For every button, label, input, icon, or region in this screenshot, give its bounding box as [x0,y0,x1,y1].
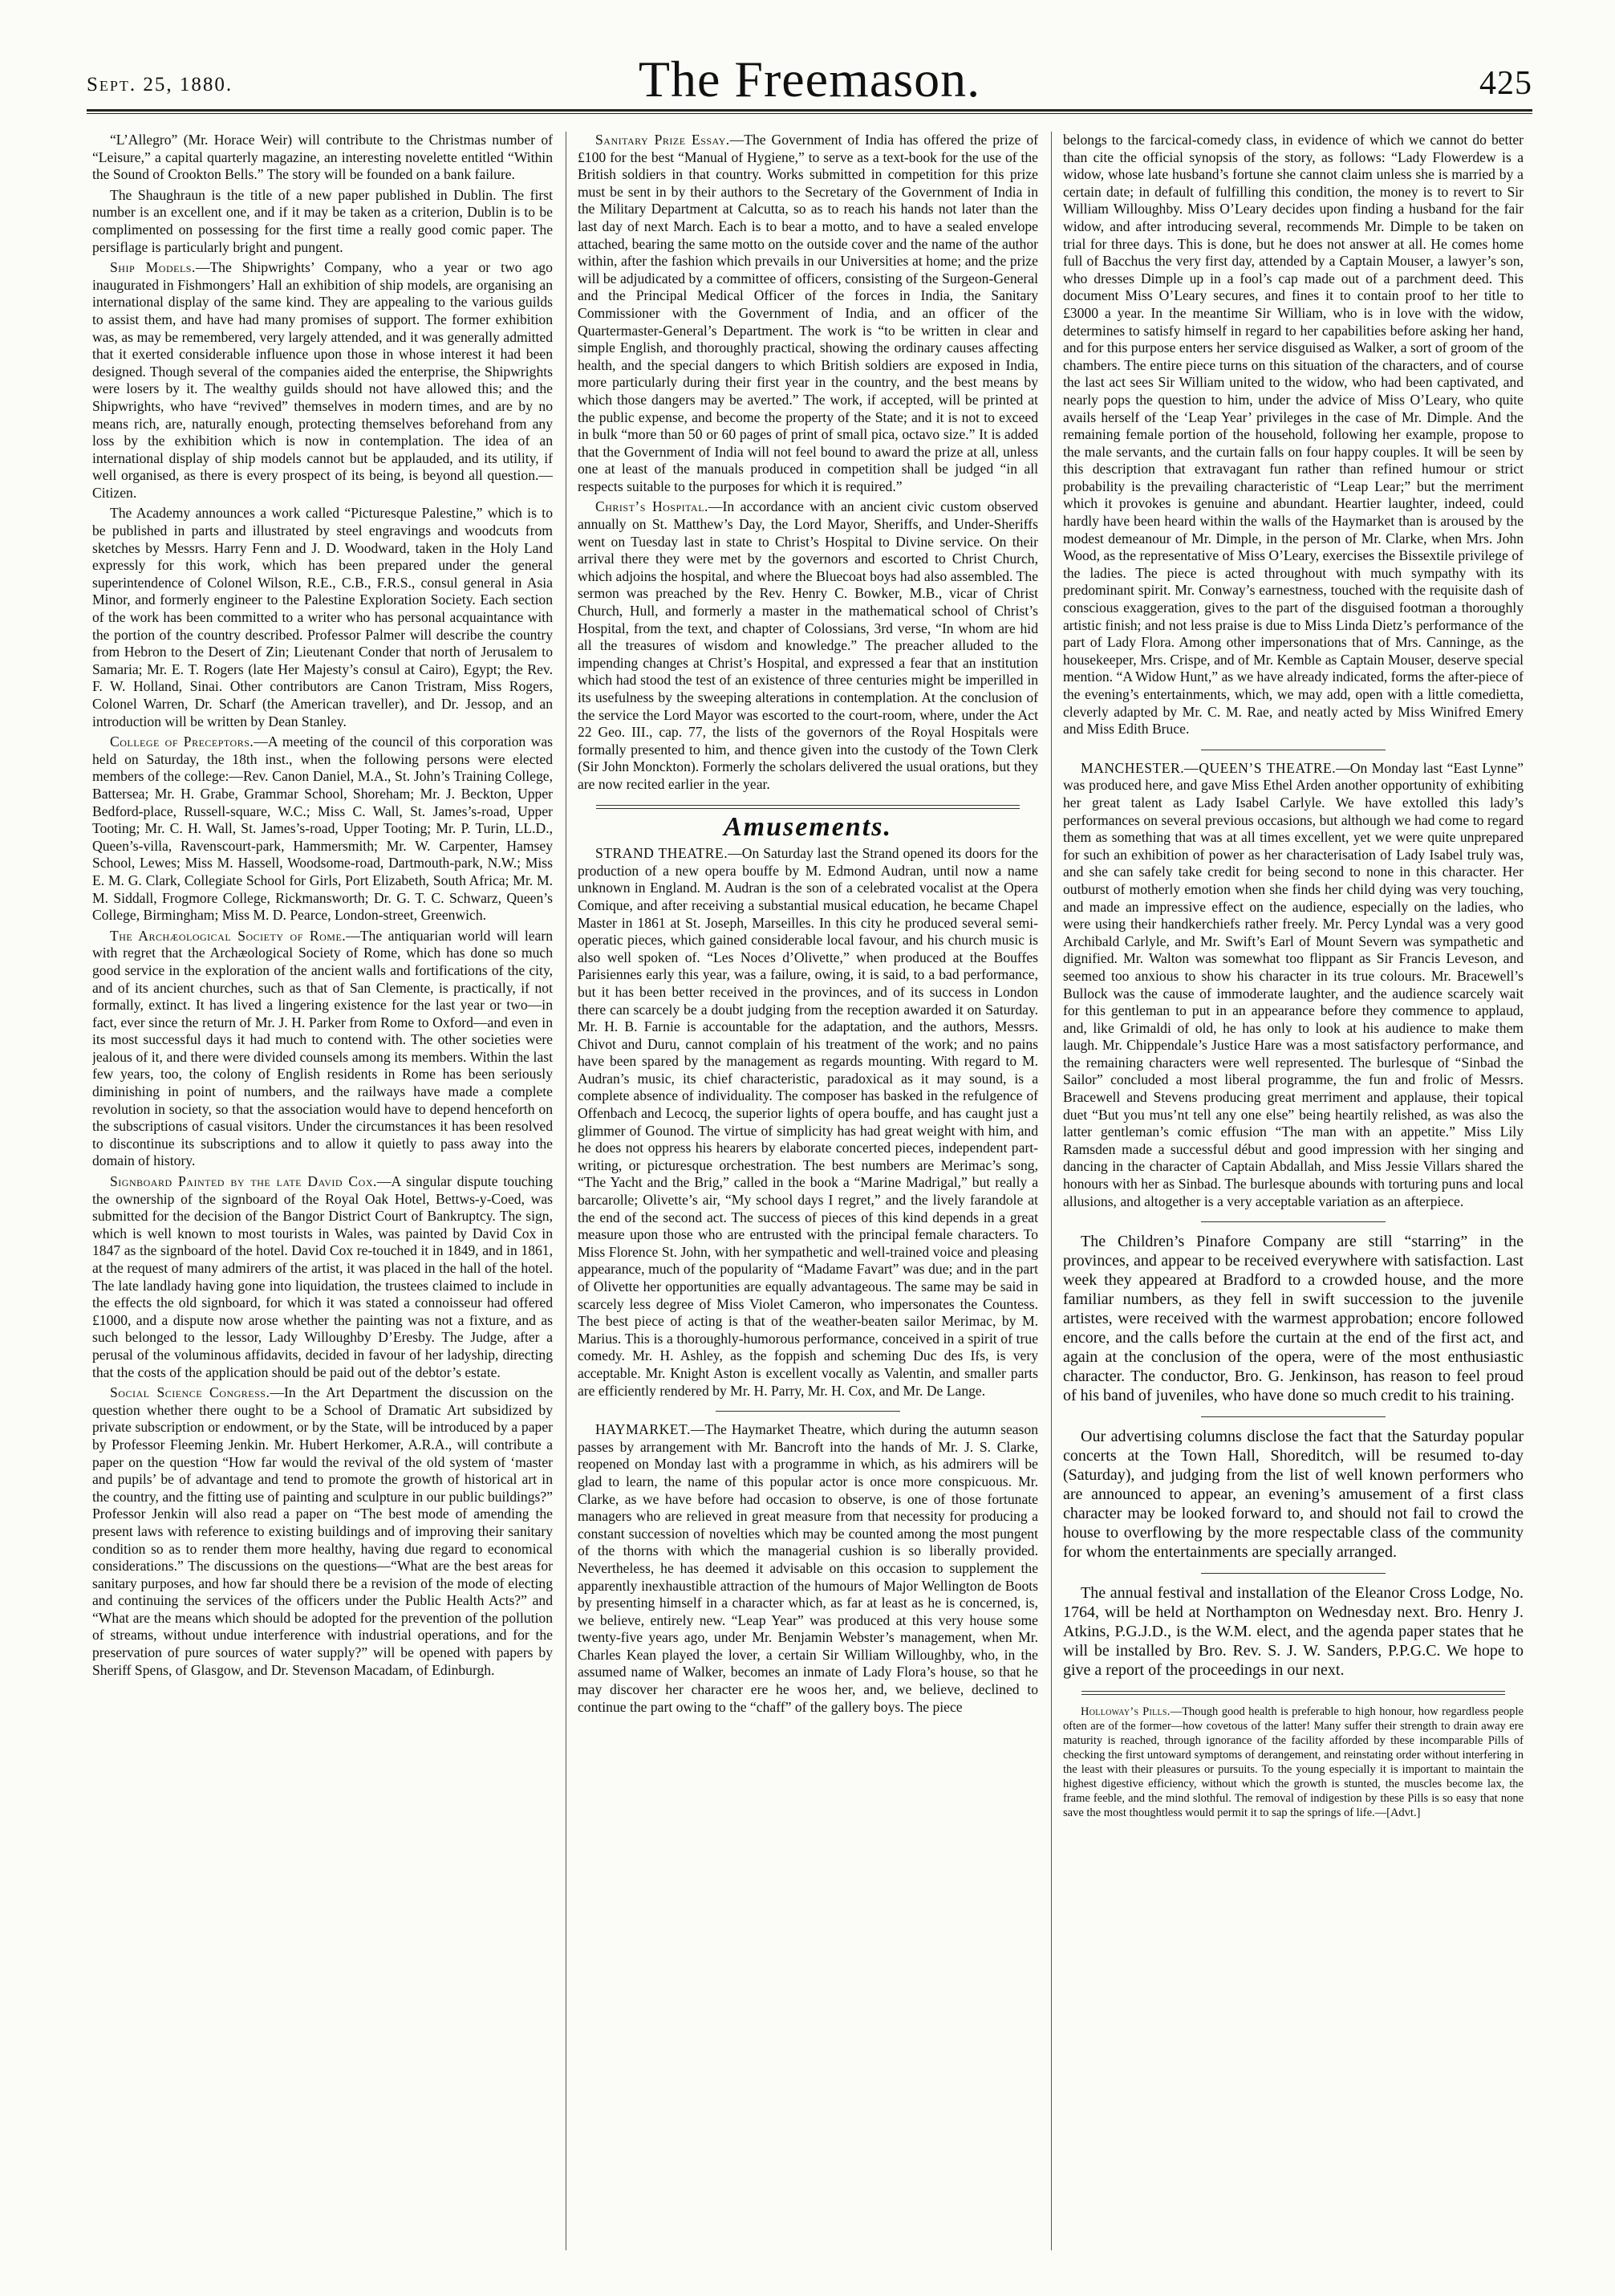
newspaper-title: The Freemason. [638,51,981,108]
article-paragraph [1063,1583,1524,1680]
article-body: The Children’s Pinafore Company are still “starring” in the provinces, and appear to be received everywhere with satisfaction. Last week they appeared at Bradford to a crowded house, and the more familiar numbers, as they fell in swift succession to the juvenile artistes, were received with the warmest approbation; encore followed encore, and the calls before the curtain at the end of the first act, and again at the conclusion of the opera, were of the most enthusiastic character. The conductor, Bro. G. Jenkinson, has reason to feel proud of his band of juveniles, who have done so much credit to his training. [1063,1233,1524,1405]
section-rule [596,805,1020,809]
article-paragraph [92,1384,553,1679]
masthead-rule-thin [87,113,1532,114]
column-divider [1051,132,1052,2250]
article-body: —A meeting of the council of this corporation was held on Saturday, the 18th inst., when the following persons were elected members of the college:—Rev. Canon Daniel, M.A., St. John’s Training College, Battersea; Mr. H. Grabe, Grammar School, Shoreham; Mr. J. Beckton, Upper Bedford-place, Russell-square, W.C.; Miss C. Wall, St. James’s-road, Upper Tooting; Mr. C. H. Wall, St. James’s-road, Upper Tooting; Mr. P. Turin, LL.D., Queen’s-villa, Ravenscourt-park, Hammersmith; Mr. W. Carpenter, Hamsey School, Lewes; Miss M. Hassell, Woodsome-road, Dartmouth-park, N.W.; Miss E. M. G. Clark, Collegiate School for Girls, Port Elizabeth, South Africa; Mr. M. M. Siddall, Frogmore College, Rickmansworth; Dr. G. T. C. Schwarz, Queen’s College, Birmingham; Miss M. D. Pearce, London-street, Greenwich. [92,734,553,924]
article-body: —Though good health is preferable to high honour, how regardless people often are of the former—how covetous of the latter! Many suffer their strength to drain away ere maturity is reached, through ignorance of the facility afforded by these incomparable Pills of checking the first untoward symptoms of derangement, and reinstating order without interfering in the least with their pleasures or pursuits. To the young especially it is important to maintain the highest digestive efficiency, without which the growth is stunted, the muscles become lax, the frame feeble, and the mind slothful. The removal of indigestion by these Pills is so easy that none save the most thoughtless would permit it to sap the springs of life.—[Advt.] [1063,1705,1524,1820]
separator-rule [1201,1416,1386,1417]
article-body: —In the Art Department the discussion on the question whether there ought to be a School of Dramatic Art subsidized by private subscription or endowment, or by the State, will be introduced by a paper by Professor Fleeming Jenkin. Mr. Hubert Herkomer, A.R.A., will contribute a paper on the question “How far would the revival of the old system of ‘master and pupils’ be of advantage and tend to promote the growth of historical art in the country, and the fitting use of painting and sculpture in our public buildings?” Professor Jenkin will also read a paper on “The best mode of amending the present laws with reference to existing buildings and of improving their sanitary condition so as to render them more healthy, having due regard to economical considerations.” The discussions on the questions—“What are the best areas for sanitary purposes, and how far should there be a revision of the mode of electing and continuing the services of the officers under the Public Health Acts?” and “What are the means which should be adopted for the prevention of the pollution of streams, without undue interference with industrial operations, and for the preservation of pure sources of water supply?” will be opened with papers by Sheriff Spens, of Glasgow, and Dr. Stevenson Macadam, of Edinburgh. [92,1384,553,1678]
article-paragraph [92,1173,553,1381]
article-body: —The Haymarket Theatre, which during the autumn season passes by arrangement with Mr. Bancroft into the hands of Mr. J. S. Clarke, reopened on Monday last with a programme in which, as his admirers will be glad to learn, the name of this popular actor is once more conspicuous. Mr. Clarke, as we have before had occasion to observe, is one of those fortunate managers who are relieved in great measure from that necessity for producing a constant succession of novelties which may be counted among the most pungent of the thorns with which the managerial cushion is so liberally provided. Nevertheless, he has deemed it advisable on this occasion to supplement the apparently inexhaustible attraction of the humours of Major Wellington de Boots by presenting himself in a character which, as far at least as he is concerned, is, we believe, entirely new. “Leap Year” was produced at this very house some twenty-five years ago, under Mr. Benjamin Webster’s management, when Mr. Charles Kean played the lover, a certain Sir William Willoughby, who, in the assumed name of Walker, becomes an inmate of Lady Flora’s house, so that he may discover her character ere he woos her, and, we believe, declined to continue the part owing to the “chaff” of the gallery boys. The piece [578,1421,1038,1715]
article-paragraph [92,505,553,730]
masthead [87,53,1532,106]
advertisement [1063,1705,1524,1820]
separator-rule [716,1411,900,1412]
article-paragraph [92,187,553,256]
article-paragraph [92,132,553,184]
article-headline: The Archæological Society of Rome. [110,927,347,944]
advert-rule [1081,1691,1505,1695]
article-headline: Ship Models. [110,259,196,276]
article-headline: Sanitary Prize Essay. [595,132,730,148]
column-2 [578,132,1038,2266]
article-body: Our advertising columns disclose the fact that the Saturday popular concerts at the Town Hall, Shoreditch, will be resumed to-day (Saturday), and judging from the list of well known performers who are announced to appear, an evening’s amusement of a first class character may be looked forward to, and should not fail to crowd the house to overflowing by the more respectable class of the community for whom the entertainments are specially arranged. [1063,1428,1524,1562]
article-body: The Academy announces a work called “Picturesque Palestine,” which is to be published in parts and illustrated by steel engravings and woodcuts from sketches by Messrs. Harry Fenn and J. D. Woodward, taken in the Holy Land expressly for this work, which has been prepared under the general superintendence of Colonel Wilson, R.E., C.B., F.R.S., consul general in Asia Minor, and formerly engineer to the Palestine Exploration Society. Each section of the work has been committed to a writer who has personal acquaintance with the portion of the country described. Professor Palmer will describe the country from Hebron to the Desert of Zin; Lieutenant Conder that north of Jerusalem to Samaria; Mr. E. T. Rogers (late Her Majesty’s consul at Cairo), Egypt; the Rev. F. W. Holland, Sinai. Other contributors are Canon Tristram, Miss Rogers, Colonel Warren, Dr. Scharf (the American traveller), and Dr. Jessop, and an introduction will be written by Dean Stanley. [92,505,553,729]
column-3 [1063,132,1524,2266]
column-1 [92,132,553,2266]
article-body: belongs to the farcical-comedy class, in evidence of which we cannot do better than cite the official synopsis of the story, as follows: “Lady Flowerdew is a widow, whose late husband’s fortune she cannot claim unless she is married by a certain date; in default of fulfilling this condition, the money is to revert to Sir William Willoughby. Miss O’Leary decides upon finding a husband for the fair widow, and after introducing several, recommends Mr. Dimple to be taken on trial for three days. This is done, but he does not answer at all. He comes home full of Bacchus the very first day, attended by a Captain Mouser, a lawyer’s son, who dresses Dimple up in a fool’s cap made out of a parchment deed. This document Miss O’Leary secures, and fines it to contain proof to her title to £3000 a year. In the meantime Sir William, who is in love with the widow, determines to satisfy himself in regard to her capabilities before asking her hand, and for this purpose enters her service disguised as Walker, a sort of groom of the chambers. The entire piece turns on this situation of the characters, and of course the last act sees Sir William united to the widow, who had been captivated, and nearly pops the question to him, under the advice of Miss O’Leary, who quite avails herself of the ‘Leap Year’ privileges in the case of Mr. Dimple. And the remaining female portion of the household, following her example, propose to the male servants, and the curtain falls on four happy couples. It will be seen by this description that extravagant fun rather than refined humour or strict probability is the prevailing characteristic of “Leap Lear;” but the merriment which it provokes is genuine and abundant. Heartier laughter, indeed, could hardly have been heard within the walls of the Haymarket than is aroused by the modest demeanour of Mr. Dimple, in the person of Mr. Clarke, when Mrs. John Wood, as the representative of Miss O’Leary, exercises the Bissextile privilege of the ladies. The piece is acted throughout with much sympathy with its predominant spirit. Mr. Conway’s earnestness, touched with the requisite dash of conscious exaggeration, gives to the part of the disguised footman a thoroughly artistic finish; and not less praise is due to Miss Linda Dietz’s performance of the part of Lady Flora. Among other impersonations that of Mrs. Canninge, as the housekeeper, Mrs. Crispe, and of Mr. Kemble as Captain Mouser, deserve special mention. “A Widow Hunt,” as we have already indicated, forms the after-piece of the evening’s entertainments, which, we may add, open with a little comedietta, cleverly adapted by Mr. C. M. Rae, and neatly acted by Miss Winifred Emery and Miss Edith Bruce. [1063,132,1524,738]
masthead-rule [87,109,1532,112]
article-body: The Shaughraun is the title of a new paper published in Dublin. The first number is an excellent one, and if it may be taken as a criterion, Dublin is to be complimented on possessing for the first time a really good comic paper. The persiflage is particularly bright and pungent. [92,186,553,255]
article-body: “L’Allegro” (Mr. Horace Weir) will contribute to the Christmas number of “Leisure,” a capital quarterly magazine, an interesting novelette entitled “Within the Sound of Crookton Bells.” The story will be founded on a bank failure. [92,132,553,183]
article-headline: Social Science Congress. [110,1384,270,1401]
article-headline: College of Preceptors. [110,734,254,750]
article-body: —The antiquarian world will learn with regret that the Archæological Society of Rome, which has done so much good service in the exploration of the ancient walls and fortifications of the city, and of its ancient churches, such as that of San Clemente, is practically, if not formally, extinct. It has lived a lingering existence for the last year or two—in fact, ever since the return of Mr. J. H. Parker from Rome to Oxford—and even in its most successful days it had much to contend with. The other societies were jealous of it, and there were divided counsels among its members. Within the last few years, too, the colony of English residents in Rome has been seriously diminishing in point of numbers, and the railways have made a complete revolution in society, so that the association would have to depend henceforth on the subscriptions of casual visitors. Under the circumstances it has been resolved to discontinue its subscriptions and to allow it quietly to pass away into the domain of history. [92,927,553,1169]
article-headline: Christ’s Hospital. [595,498,708,515]
article-paragraph [1063,760,1524,1210]
article-paragraph [578,132,1038,495]
article-body: —The Government of India has offered the prize of £100 for the best “Manual of Hygiene,” to serve as a text-book for the use of the British soldiers in that country. Works submitted in competition for this prize must be sent in by their authors to the Secretary of the Government of India in the Military Department at Calcutta, so as to reach his hands not later than the last day of next March. Each is to bear a motto, and to have a sealed envelope attached, bearing the same motto on the outside cover and the name of the author within, after the fashion which prevails in our Universities at home; and the prize will be adjudicated by a committee of officers, consisting of the Surgeon-General and the Principal Medical Officer of the forces in India, the Sanitary Commissioner with the Government of India, and an officer of the Quartermaster-General’s Department. The work is “to be written in clear and simple English, and thoroughly practical, showing the ordinary causes affecting health, and the special dangers to which British soldiers are exposed in India, more particularly during their first year in the country, and the best means by which those dangers may be averted.” The work, if accepted, will be printed at the public expense, and become the property of the State; and it is not to exceed in bulk “more than 50 or 60 pages of print of small pica, octavo size.” It is added that the Government of India will not feel bound to award the prize at all, unless one at least of the manuals produced in competition shall be judged “in all respects suitable to the purposes for which it is required.” [578,132,1038,494]
article-headline: Signboard Painted by the late David Cox. [110,1173,377,1190]
article-body: —On Saturday last the Strand opened its doors for the production of a new opera bouffe by M. Edmond Audran, until now a name unknown in England. M. Audran is the son of a celebrated vocalist at the Opera Comique, and after receiving a substantial musical education, he became Chapel Master in 1861 at St. Joseph, Marseilles. In this city he produced several semi-operatic pieces, which gained considerable local favour, and his church music is also well spoken of. “Les Noces d’Olivette,” when produced at the Bouffes Parisiennes early this year, was a failure, owing, it is said, to a bad performance, but it has been better received in the provinces, and of its success in London there can scarcely be a doubt judging from the reception awarded it on Saturday. Mr. H. B. Farnie is accountable for the adaptation, and the authors, Messrs. Chivot and Duru, cannot complain of his treatment of the work; and no pains have been spared by the management as regards mounting. With regard to M. Audran’s music, its chief characteristic, paradoxical as it may sound, is a complete absence of individuality. The composer has basked in the refulgence of Offenbach and Lecocq, the superior lights of opera bouffe, and has caught just a glimmer of Gounod. The virtue of simplicity has had great weight with him, and he does not oppress his hearers by elaborate concerted pieces, independent part-writing, or picturesque orchestration. The best numbers are Merimac’s song, “The Yacht and the Brig,” called in the book a “Marine Madrigal,” but really a barcarolle; Olivette’s air, “My school days I regret,” and the lively farandole at the end of the second act. The success of pieces of this kind depends in a great measure upon those who are entrusted with the principal female characters. To Miss Florence St. John, with her sympathetic and well-trained voice and pleasing appearance, much of the popularity of “Madame Favart” was due; and in the part of Olivette her opportunities are equally advantageous. The same may be said in scarcely less degree of Miss Violet Cameron, who impersonates the Countess. The best piece of acting is that of the weather-beaten sailor Merimac, by M. Marius. This is a thoroughly-humorous performance, conceived in a spirit of true comedy. Mr. H. Ashley, as the foppish and scheming Duc des Ifs, is very acceptable. Mr. Knight Aston is excellent vocally as Valentin, and smaller parts are efficiently rendered by Mr. H. Parry, Mr. H. Cox, and Mr. De Lange. [578,845,1038,1399]
article-paragraph [92,928,553,1170]
article-body: The annual festival and installation of the Eleanor Cross Lodge, No. 1764, will be held at Northampton on Wednesday next. Bro. Henry J. Atkins, P.G.J.D., is the W.M. elect, and the agenda paper states that he will be installed by Bro. Rev. S. J. W. Sanders, P.P.G.C. We hope to give a report of the proceedings in our next. [1063,1584,1524,1680]
article-headline: MANCHESTER.—QUEEN’S THEATRE. [1081,759,1337,776]
article-paragraph [578,1421,1038,1716]
article-paragraph [1063,1232,1524,1405]
article-body: —On Monday last “East Lynne” was produced here, and gave Miss Ethel Arden another opportunity of exhibiting her great talent as Lady Isabel Carlyle. We have extolled this lady’s performances on several previous occasions, but although we had come to regard them as something that was at all times excellent, yet we were quite unprepared for such an exhibition of power as her characterisation of Lady Isabel truly was, and she can safely take credit for being second to none in this character. Her outburst of motherly emotion when she finds her child dying was very touching, and made an impressive effect on the audience, especially on the ladies, who were using their handkerchiefs rather freely. Mr. Percy Lyndal was a very good Archibald Carlyle, and Mr. Swift’s Earl of Mount Severn was sympathetic and dignified. Mr. Walton was somewhat too flippant as Sir Francis Leveson, and seemed too anxious to show his character in its true colours. Mr. Bracewell’s Bullock was the cause of immoderate laughter, and the audience scarcely wait for this gentleman to put in an appearance before they commence to applaud, and, like Grimaldi of old, he has only to look at his audience to make them laugh. Mr. Chippendale’s Justice Hare was a most satisfactory performance, and the remaining characters were well represented. The burlesque of “Sinbad the Sailor” concluded a most liberal programme, the fun and frolic of Messrs. Bracewell and Stevens producing great merriment and applause, their topical duet “But you mus’nt tell any one else” being heartily relished, as was also the latter gentleman’s comic effusion “The man with an appetite.” Miss Lily Ramsden made a successful début and good impression with her singing and dancing in the character of Captain Abdallah, and Miss Jessie Villars shared the honours with her as Sinbad. The burlesque abounds with torturing puns and local allusions, and altogether is a very acceptable variation as an afterpiece. [1063,759,1524,1209]
article-paragraph [92,734,553,924]
issue-date: Sept. 25, 1880. [87,74,233,95]
article-body: —The Shipwrights’ Company, who a year or two ago inaugurated in Fishmongers’ Hall an exhibition of ship models, are organising an international display of the same kind. They are appealing to the various guilds to assist them, and have had many promises of support. The former exhibition was, as may be remembered, very largely attended, and it was generally admitted that it exerted considerable influence upon those in whose interest it had been designed. Though several of the companies aided the enterprise, the Shipwrights were losers by it. The wealthy guilds should not have allowed this; and the Shipwrights, who have “revived” themselves in modern times, and are by no means rich, are, naturally enough, protecting themselves beforehand from any loss by the exhibition which is now in contemplation. The idea of an international display of ship models cannot but be applauded, and its utility, if well organised, as there is every prospect of its being, is beyond all question.—Citizen. [92,259,553,501]
page-number: 425 [1479,65,1532,102]
article-paragraph [578,498,1038,793]
separator-rule [1201,1573,1386,1574]
article-paragraph [92,259,553,502]
article-paragraph [1063,1427,1524,1562]
article-body: —A singular dispute touching the ownership of the signboard of the Royal Oak Hotel, Bettws-y-Coed, was submitted for the decision of the Bangor District Court of Bankruptcy. The sign, which is well known to most tourists in Wales, was painted by David Cox in 1847 as the signboard of the hotel. David Cox re-touched it in 1849, and in 1861, at the request of many admirers of the artist, it was placed in the hall of the hotel. The late landlady having gone into liquidation, the trustees claimed to include in the effects the old signboard, for which it was stated a connoisseur had offered £1000, and a dispute now arose whether the painting was not a fixture, and as such belonged to the lessor, Lady Willoughby D’Eresby. The Judge, after a perusal of the voluminous affidavits, decided in favour of her ladyship, directing that the costs of the application should be paid out of the debtor’s estate. [92,1173,553,1380]
section-heading: Amusements. [724,811,892,842]
separator-rule [1201,1221,1386,1222]
article-headline: HAYMARKET. [595,1421,691,1438]
article-headline: Holloway’s Pills. [1081,1705,1171,1719]
article-body: —In accordance with an ancient civic custom observed annually on St. Matthew’s Day, the Lord Mayor, Sheriffs, and Under-Sheriffs went on Tuesday last in state to Christ’s Hospital to Divine service. On their arrival there they were met by the governors and escorted to Christ Church, which adjoins the hospital, and where the Bluecoat boys had also assembled. The sermon was preached by the Rev. Henry C. Bowker, M.B., vicar of Christ Church, Hull, and formerly a master in the mathematical school of Christ’s Hospital, from the text, and chapter of Colossians, 3rd verse, “In whom are hid all the treasures of wisdom and knowledge.” The preacher alluded to the impending changes at Christ’s Hospital, and expressed a fear that an institution which had stood the test of an existence of three centuries might be imperilled in its usefulness by the sweeping alterations in contemplation. At the conclusion of the service the Lord Mayor was escorted to the court-room, where, under the Act 22 Geo. III., cap. 77, the lists of the governors of the Royal Hospitals were formally presented to him, and thence given into the custody of the Town Clerk (Sir John Monckton). Formerly the scholars delivered the usual orations, but they are now recited earlier in the year. [578,498,1038,792]
article-paragraph [578,845,1038,1400]
article-paragraph [1063,132,1524,738]
article-headline: STRAND THEATRE. [595,845,728,862]
